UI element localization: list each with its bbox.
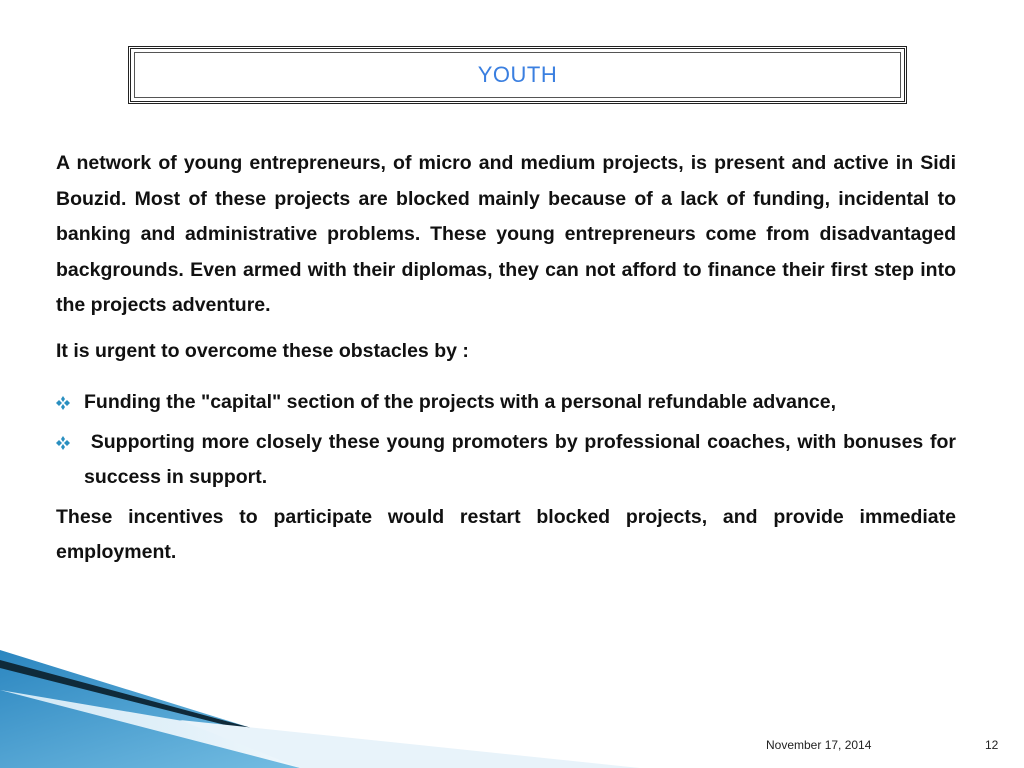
page-number: 12 (985, 738, 999, 752)
intro-paragraph: A network of young entrepreneurs, of micro and medium projects, is present and active in Sidi Bouzid. Most of these projects are blocked mainly because of a lack of funding, incidental to banking and administrative problems. These young entrepreneurs come from disadvantaged backgrounds. Even armed with their diplomas, they can not afford to finance their first step into the projects adventure. (56, 152, 956, 316)
slide-body (56, 146, 962, 581)
slide-title: YOUTH (477, 62, 558, 87)
title-box (128, 46, 907, 104)
diamond-bullet-icon (56, 425, 70, 460)
urgent-paragraph: It is urgent to overcome these obstacles by : (56, 339, 469, 362)
bullet-item (56, 425, 962, 496)
footer-date: November 17, 2014 (766, 738, 872, 752)
closing-paragraph: These incentives to participate would restart blocked projects, and provide immediate employment. (56, 505, 956, 563)
bullet-item (56, 385, 956, 421)
bullet-text: Funding the "capital" section of the projects with a personal refundable advance, (84, 391, 837, 413)
diamond-bullet-icon (56, 385, 70, 420)
bullet-list (56, 385, 962, 496)
bullet-text: Supporting more closely these young promoters by professional coaches, with bonuses for success in support. (84, 430, 962, 488)
